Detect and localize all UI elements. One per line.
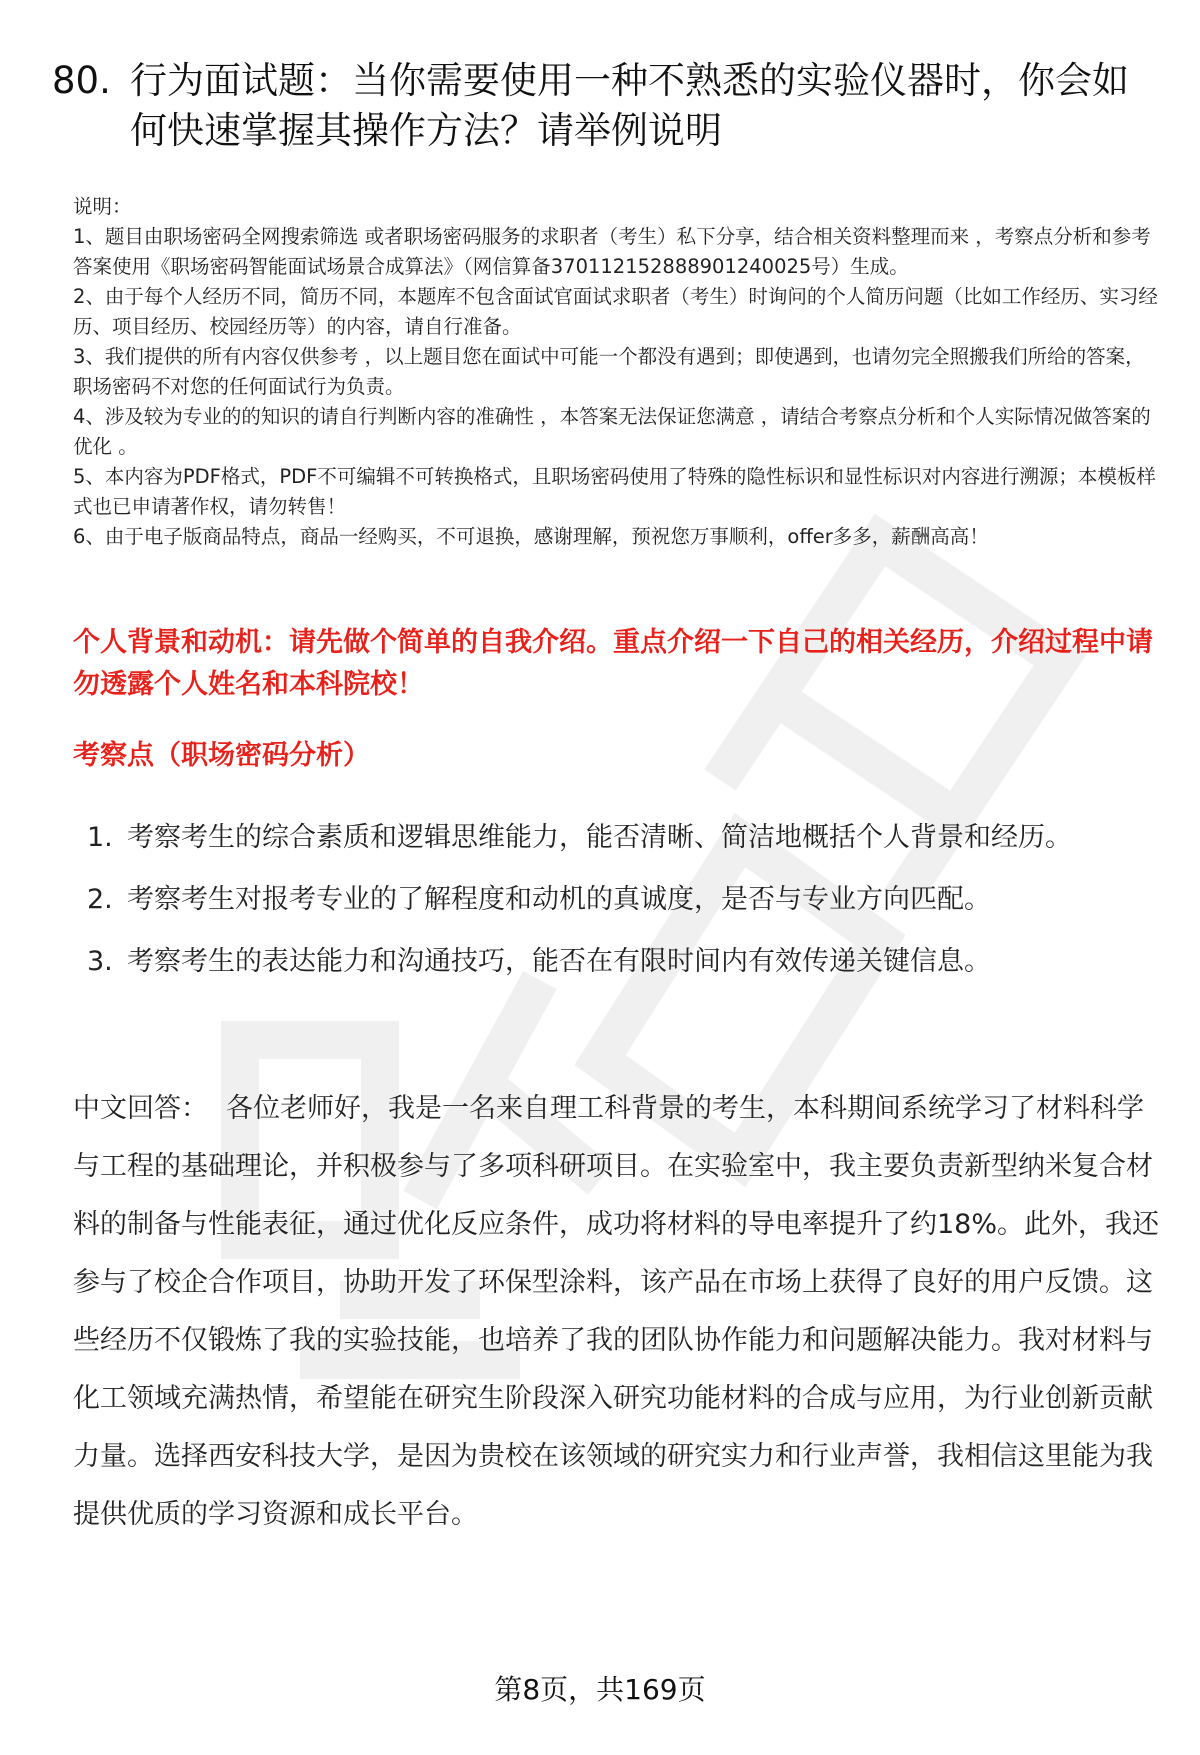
page-footer: 第8页，共169页 [494,1673,706,1706]
notes-item: 6、由于电子版商品特点，商品一经购买，不可退换，感谢理解，预祝您万事顺利，offer多多，薪酬高高！ [73,525,989,548]
list-item [73,934,1133,990]
points-list [73,810,1133,996]
notes-item: 1、题目由职场密码全网搜索筛选 或者职场密码服务的求职者（考生）私下分享，结合相关资料整理而来 ，考察点分析和参考答案使用《职场密码智能面试场景合成算法》（网信算备370112152888901240025号）生成。 [73,225,1151,278]
answer-paragraph [73,1080,1163,1544]
question-title [52,56,1162,156]
notes-item: 4、涉及较为专业的的知识的请自行判断内容的准确性 ，本答案无法保证您满意 ，请结合考察点分析和个人实际情况做答案的优化 。 [73,405,1151,458]
notes-item: 2、由于每个人经历不同，简历不同，本题库不包含面试官面试求职者（考生）时询问的个人简历问题（比如工作经历、实习经历、项目经历、校园经历等）的内容，请自行准备。 [73,285,1158,338]
list-item-number: 2. [87,884,113,915]
list-item-number: 1. [87,822,113,853]
list-item-text: 考察考生对报考专业的了解程度和动机的真诚度，是否与专业方向匹配。 [127,884,991,915]
section-heading: 个人背景和动机：请先做个简单的自我介绍。重点介绍一下自己的相关经历，介绍过程中请勿透露个人姓名和本科院校！ [73,627,1153,700]
answer-label: 中文回答： [73,1093,208,1124]
question-number: 80. [52,59,111,102]
notes-item: 3、我们提供的所有内容仅供参考 ，以上题目您在面试中可能一个都没有遇到；即使遇到，也请勿完全照搬我们所给的答案，职场密码不对您的任何面试行为负责。 [73,345,1145,398]
list-item-text: 考察考生的综合素质和逻辑思维能力，能否清晰、简洁地概括个人背景和经历。 [127,822,1072,853]
list-item [73,810,1133,866]
list-item-text: 考察考生的表达能力和沟通技巧，能否在有限时间内有效传递关键信息。 [127,946,991,977]
list-item-number: 3. [87,946,113,977]
notes-title: 说明： [73,195,132,218]
points-heading: 考察点（职场密码分析） [73,740,370,771]
list-item [73,872,1133,928]
notes-item: 5、本内容为PDF格式，PDF不可编辑不可转换格式，且职场密码使用了特殊的隐性标识和显性标识对内容进行溯源；本模板样式也已申请著作权，请勿转售！ [73,465,1156,518]
question-text: 行为面试题：当你需要使用一种不熟悉的实验仪器时，你会如何快速掌握其操作方法？请举例说明 [130,59,1129,152]
notes-block [73,192,1163,552]
answer-text: 各位老师好，我是一名来自理工科背景的考生，本科期间系统学习了材料科学与工程的基础理论，并积极参与了多项科研项目。在实验室中，我主要负责新型纳米复合材料的制备与性能表征，通过优化反应条件，成功将材料的导电率提升了约18%。此外，我还参与了校企合作项目，协助开发了环保型涂料，该产品在市场上获得了良好的用户反馈。这些经历不仅锻炼了我的实验技能，也培养了我的团队协作能力和问题解决能力。我对材料与化工领域充满热情，希望能在研究生阶段深入研究功能材料的合成与应用，为行业创新贡献力量。选择西安科技大学，是因为贵校在该领域的研究实力和行业声誉，我相信这里能为我提供优质的学习资源和成长平台。 [73,1093,1160,1530]
